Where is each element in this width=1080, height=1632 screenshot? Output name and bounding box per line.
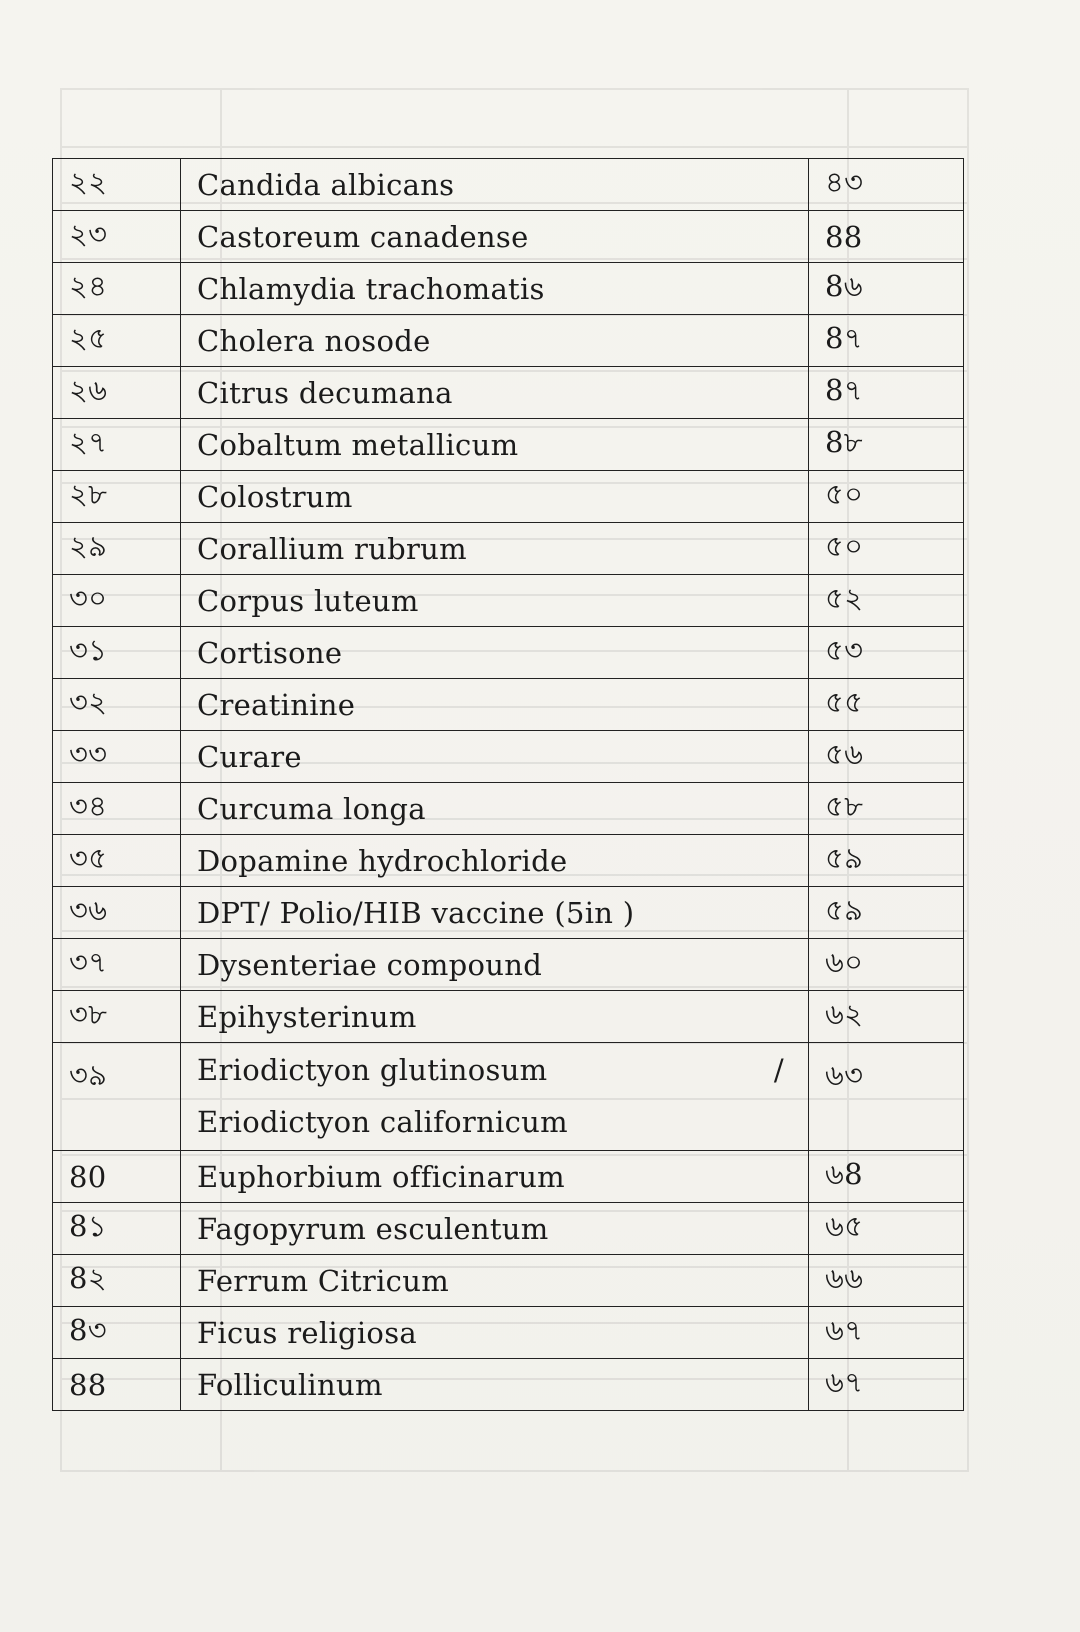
table-row	[53, 575, 964, 627]
table-row	[53, 367, 964, 419]
entry-number: 8২	[53, 1255, 181, 1307]
table-row	[53, 419, 964, 471]
entry-number: ২৬	[53, 367, 181, 419]
page-number: ৬৭	[809, 1359, 964, 1411]
page-number: ৬৭	[809, 1307, 964, 1359]
entry-number: ৩৮	[53, 991, 181, 1043]
table-row	[53, 263, 964, 315]
remedy-name: Fagopyrum esculentum	[181, 1203, 809, 1255]
remedy-name: Candida albicans	[181, 159, 809, 211]
page-number: ৫০	[809, 523, 964, 575]
page-number: ৬8	[809, 1151, 964, 1203]
remedy-name: Cobaltum metallicum	[181, 419, 809, 471]
page-number: 8৭	[809, 315, 964, 367]
page-number: 8৬	[809, 263, 964, 315]
entry-number: ৩৭	[53, 939, 181, 991]
page-number: 8৭	[809, 367, 964, 419]
entry-number: ৩৪	[53, 783, 181, 835]
page-number: ৫২	[809, 575, 964, 627]
remedy-name: Curcuma longa	[181, 783, 809, 835]
page-number: ৬২	[809, 991, 964, 1043]
page-number: 8৮	[809, 419, 964, 471]
page-number: ৫০	[809, 471, 964, 523]
entry-number: ২৫	[53, 315, 181, 367]
page-number: ৫৬	[809, 731, 964, 783]
table-row	[53, 835, 964, 887]
entry-number: ৩০	[53, 575, 181, 627]
table-row	[53, 627, 964, 679]
table-row	[53, 523, 964, 575]
table-row	[53, 471, 964, 523]
table-row	[53, 315, 964, 367]
page-number: ৬৫	[809, 1203, 964, 1255]
page-number: ৫৮	[809, 783, 964, 835]
table-row	[53, 939, 964, 991]
entry-number: 8১	[53, 1203, 181, 1255]
page-number: ৫৯	[809, 887, 964, 939]
remedy-name: Epihysterinum	[181, 991, 809, 1043]
remedy-name: Dopamine hydrochloride	[181, 835, 809, 887]
remedy-name: Ficus religiosa	[181, 1307, 809, 1359]
remedy-name: Cholera nosode	[181, 315, 809, 367]
remedy-name-cell	[181, 1043, 809, 1151]
name-separator: /	[773, 1053, 784, 1087]
entry-number: ৩৯	[53, 1043, 181, 1151]
table-row	[53, 1255, 964, 1307]
table-row	[53, 211, 964, 263]
entry-number: ২৭	[53, 419, 181, 471]
remedy-name: Ferrum Citricum	[181, 1255, 809, 1307]
entry-number: ৩২	[53, 679, 181, 731]
page-number: 88	[809, 211, 964, 263]
remedy-name: Euphorbium officinarum	[181, 1151, 809, 1203]
entry-number: ৩৬	[53, 887, 181, 939]
remedy-name: Citrus decumana	[181, 367, 809, 419]
remedy-name: Colostrum	[181, 471, 809, 523]
table-row	[53, 1043, 964, 1151]
remedy-index-table	[52, 158, 964, 1411]
remedy-name: Chlamydia trachomatis	[181, 263, 809, 315]
remedy-name-alternate: Eriodictyon californicum	[197, 1105, 568, 1139]
table-row	[53, 1203, 964, 1255]
page-number: ৫৩	[809, 627, 964, 679]
entry-number: ২৪	[53, 263, 181, 315]
entry-number: 80	[53, 1151, 181, 1203]
remedy-name: Corallium rubrum	[181, 523, 809, 575]
entry-number: ২৯	[53, 523, 181, 575]
table-row	[53, 1307, 964, 1359]
table-row	[53, 783, 964, 835]
page-number: ৬০	[809, 939, 964, 991]
remedy-name: Eriodictyon glutinosum	[197, 1053, 548, 1087]
remedy-name: Cortisone	[181, 627, 809, 679]
page-number: ৫৫	[809, 679, 964, 731]
page-number: ৪৩	[809, 159, 964, 211]
entry-number: ৩১	[53, 627, 181, 679]
table-row	[53, 731, 964, 783]
remedy-name: Curare	[181, 731, 809, 783]
entry-number: ২২	[53, 159, 181, 211]
remedy-name: Castoreum canadense	[181, 211, 809, 263]
page-number: ৬৬	[809, 1255, 964, 1307]
table-row	[53, 679, 964, 731]
entry-number: 8৩	[53, 1307, 181, 1359]
table-row	[53, 1151, 964, 1203]
entry-number: 88	[53, 1359, 181, 1411]
remedy-name: Creatinine	[181, 679, 809, 731]
entry-number: ৩৫	[53, 835, 181, 887]
table-row	[53, 159, 964, 211]
table-row	[53, 1359, 964, 1411]
remedy-name: DPT/ Polio/HIB vaccine (5in )	[181, 887, 809, 939]
remedy-name: Dysenteriae compound	[181, 939, 809, 991]
entry-number: ২৮	[53, 471, 181, 523]
page-number: ৫৯	[809, 835, 964, 887]
remedy-name: Folliculinum	[181, 1359, 809, 1411]
entry-number: ৩৩	[53, 731, 181, 783]
page-number: ৬৩	[809, 1043, 964, 1151]
table-row	[53, 887, 964, 939]
table-row	[53, 991, 964, 1043]
entry-number: ২৩	[53, 211, 181, 263]
remedy-name: Corpus luteum	[181, 575, 809, 627]
